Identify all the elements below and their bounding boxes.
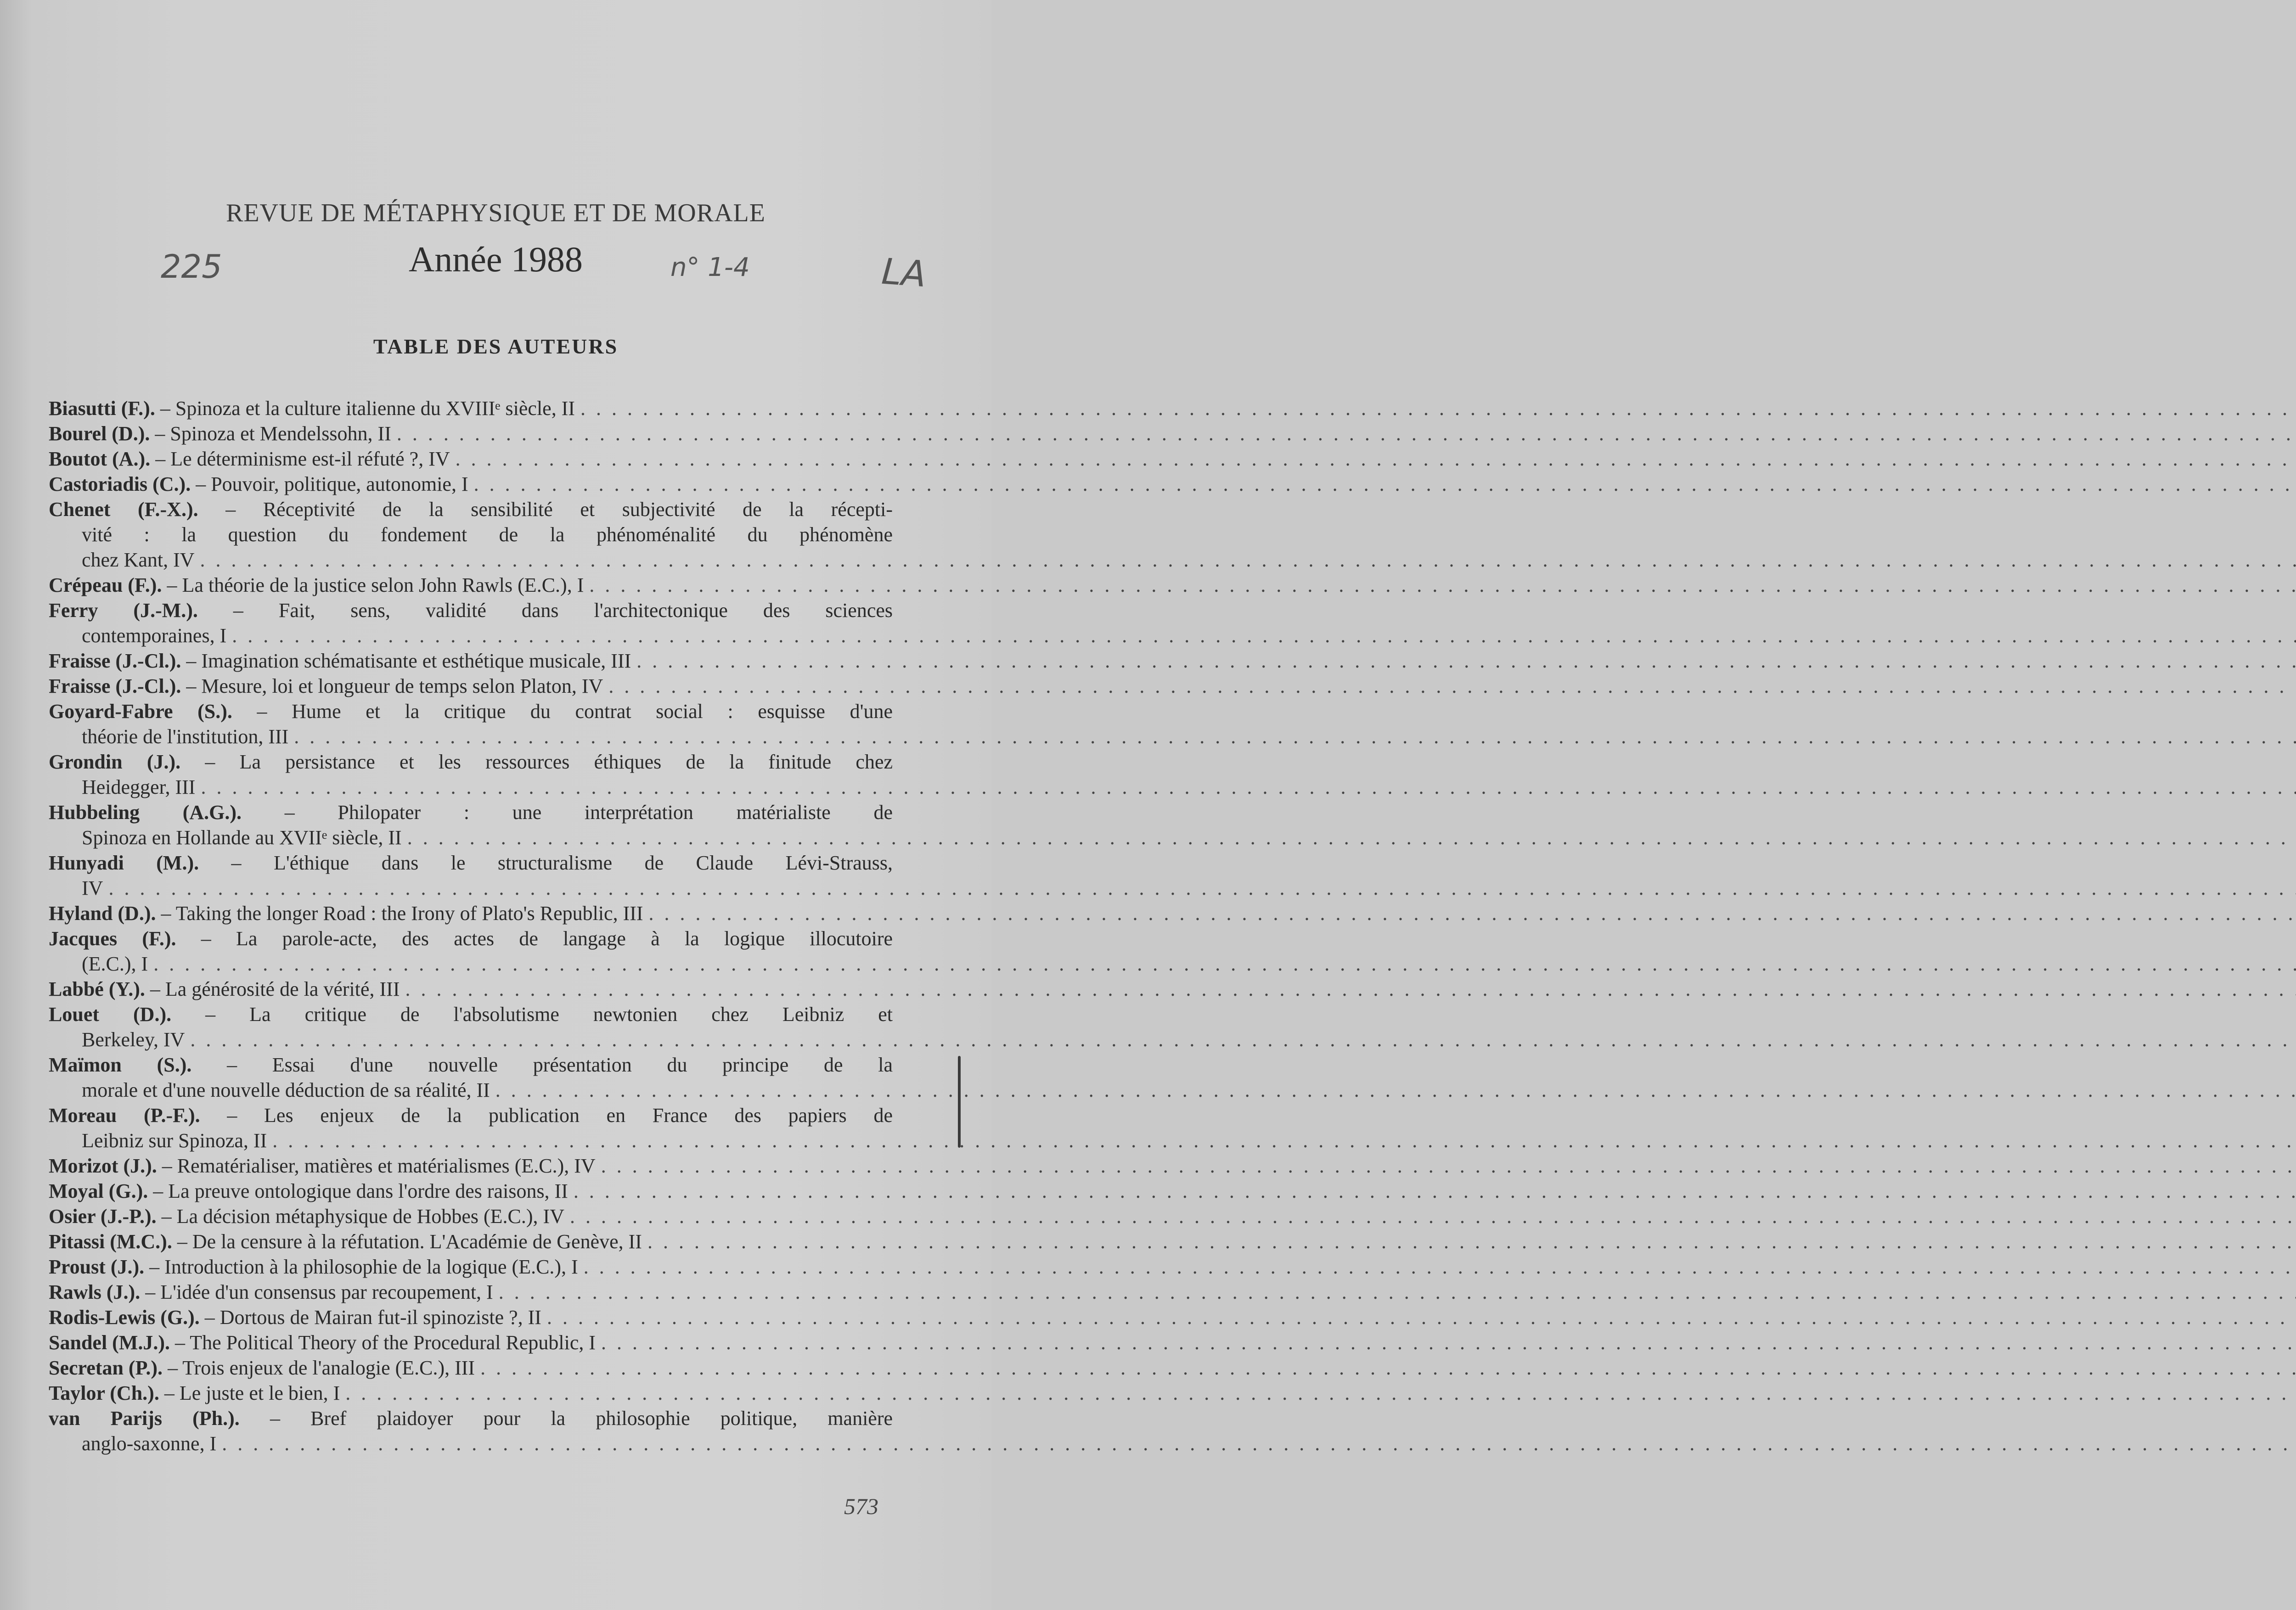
index-entry — [49, 598, 893, 648]
index-entry — [49, 673, 893, 699]
index-entry — [49, 1052, 893, 1103]
entry-title: – Mesure, loi et longueur de temps selon Platon, IV — [186, 675, 603, 697]
entry-title: – Rematérialiser, matières et matérialismes (E.C.), IV — [162, 1155, 596, 1177]
entry-title: – Le juste et le bien, I — [164, 1382, 340, 1404]
entry-title: – La persistance et les ressources éthiques de la finitude chez — [205, 751, 893, 773]
dot-leader — [601, 1153, 2296, 1178]
entry-author: Hyland (D.). — [49, 902, 156, 925]
index-entry — [49, 446, 893, 471]
dot-leader — [584, 1254, 2296, 1279]
entry-author: Secretan (P.). — [49, 1357, 163, 1379]
dot-leader — [190, 1027, 2296, 1052]
index-entry — [49, 1178, 893, 1204]
dot-leader — [456, 446, 2296, 471]
dot-leader — [570, 1204, 2296, 1229]
dot-leader — [345, 1380, 2296, 1406]
entry-title: – La décision métaphysique de Hobbes (E.C.), IV — [161, 1205, 564, 1228]
entry-author: Morizot (J.). — [49, 1155, 157, 1177]
dot-leader — [232, 623, 2296, 648]
margin-pencil-mark — [958, 1056, 961, 1148]
entry-title-continued: Berkeley, IV — [82, 1028, 185, 1051]
index-entry — [49, 901, 893, 926]
dot-leader — [636, 648, 2296, 673]
table-heading: TABLE DES AUTEURS — [373, 335, 619, 358]
entry-author: Labbé (Y.). — [49, 978, 145, 1000]
entry-title: – Les enjeux de la publication en France des papiers de — [227, 1104, 893, 1127]
index-entry — [49, 1330, 893, 1355]
index-entry — [49, 1153, 893, 1178]
handwritten-note-left: 225 — [161, 248, 222, 286]
index-entry — [49, 1002, 893, 1052]
entry-title: – La parole-acte, des actes de langage à la logique illocutoire — [201, 927, 893, 950]
dot-leader — [153, 951, 2296, 976]
entry-title: – Essai d'une nouvelle présentation du principe de la — [227, 1054, 893, 1076]
entry-title: – Fait, sens, validité dans l'architectonique des sciences — [233, 599, 893, 622]
index-entry — [49, 1254, 893, 1279]
entry-title: – Introduction à la philosophie de la logique (E.C.), I — [149, 1256, 578, 1278]
index-entry — [49, 800, 893, 850]
entry-author: Fraisse (J.-Cl.). — [49, 675, 181, 697]
dot-leader — [201, 774, 2296, 800]
entry-title: – Dortous de Mairan fut-il spinoziste ?, II — [204, 1306, 541, 1329]
index-entry — [49, 1305, 893, 1330]
entry-author: Crépeau (F.). — [49, 574, 162, 596]
dot-leader — [474, 471, 2296, 497]
entry-author: Hubbeling (A.G.). — [49, 801, 242, 824]
dot-leader — [200, 547, 2296, 572]
dot-leader — [589, 572, 2296, 598]
entry-title-continued: Leibniz sur Spinoza, II — [82, 1129, 267, 1152]
dot-leader — [574, 1178, 2296, 1204]
dot-leader — [397, 421, 2296, 446]
entry-title: – La critique de l'absolutisme newtonien chez Leibniz et — [205, 1003, 893, 1026]
entry-author: Moreau (P.-F.). — [49, 1104, 200, 1127]
entry-title: – Trois enjeux de l'analogie (E.C.), III — [168, 1357, 475, 1379]
entry-author: Rodis-Lewis (G.). — [49, 1306, 200, 1329]
entry-title: – Spinoza et la culture italienne du XVIIIᵉ siècle, II — [160, 397, 575, 420]
entry-author: Rawls (J.). — [49, 1281, 141, 1303]
entry-author: Ferry (J.-M.). — [49, 599, 198, 622]
dot-leader — [222, 1431, 2296, 1456]
entry-title-continued: vité : la question du fondement de la phénoménalité du phénomène — [82, 523, 893, 546]
entry-title-continued: anglo-saxonne, I — [82, 1432, 217, 1455]
dot-leader — [407, 825, 2296, 850]
entry-author: Sandel (M.J.). — [49, 1331, 170, 1354]
entry-author: Maïmon (S.). — [49, 1054, 192, 1076]
index-entry — [49, 850, 893, 901]
handwritten-note-right: LA — [880, 251, 928, 296]
dot-leader — [480, 1355, 2296, 1380]
entry-author: Osier (J.-P.). — [49, 1205, 157, 1228]
index-entry — [49, 648, 893, 673]
entry-title-continued: Heidegger, III — [82, 776, 196, 798]
handwritten-note-mid: n° 1-4 — [670, 252, 750, 282]
entry-title: – Imagination schématisante et esthétique musicale, III — [186, 650, 631, 672]
entry-author: Louet (D.). — [49, 1003, 172, 1026]
entry-title: – De la censure à la réfutation. L'Académie de Genève, II — [177, 1230, 642, 1253]
entry-title: – The Political Theory of the Procedural Republic, I — [175, 1331, 596, 1354]
journal-title: REVUE DE MÉTAPHYSIQUE ET DE MORALE — [226, 199, 765, 227]
index-entry — [49, 749, 893, 800]
document-page — [0, 0, 991, 1610]
entry-author: van Parijs (Ph.). — [49, 1407, 240, 1430]
dot-leader — [499, 1279, 2296, 1305]
entry-title-continued: morale et d'une nouvelle déduction de sa réalité, II — [82, 1079, 490, 1101]
entry-author: Fraisse (J.-Cl.). — [49, 650, 181, 672]
page-number: 573 — [844, 1493, 878, 1519]
entry-title: – Bref plaidoyer pour la philosophie politique, manière — [270, 1407, 893, 1430]
dot-leader — [580, 396, 2296, 421]
dot-leader — [649, 901, 2296, 926]
entry-title-continued: théorie de l'institution, III — [82, 725, 289, 748]
dot-leader — [272, 1128, 2296, 1153]
entry-title: – Philopater : une interprétation matérialiste de — [284, 801, 893, 824]
index-entry — [49, 1355, 893, 1380]
entry-title: – La théorie de la justice selon John Rawls (E.C.), I — [167, 574, 584, 596]
entry-title: – Le déterminisme est-il réfuté ?, IV — [155, 448, 450, 470]
index-entry — [49, 1103, 893, 1153]
entry-author: Moyal (G.). — [49, 1180, 148, 1202]
dot-leader — [608, 673, 2296, 699]
index-entry — [49, 1406, 893, 1456]
entry-title-continued: Spinoza en Hollande au XVIIᵉ siècle, II — [82, 826, 402, 849]
entry-author: Goyard-Fabre (S.). — [49, 700, 232, 723]
author-index-list — [49, 396, 893, 1456]
index-entry — [49, 471, 893, 497]
entry-title-continued: IV — [82, 877, 103, 899]
index-entry — [49, 572, 893, 598]
entry-author: Pitassi (M.C.). — [49, 1230, 172, 1253]
entry-title-continued: chez Kant, IV — [82, 549, 195, 571]
entry-author: Bourel (D.). — [49, 422, 150, 445]
entry-title: – Spinoza et Mendelssohn, II — [155, 422, 391, 445]
index-entry — [49, 1380, 893, 1406]
dot-leader — [294, 724, 2296, 749]
index-entry — [49, 1204, 893, 1229]
year-heading: Année 1988 — [408, 239, 583, 279]
entry-author: Grondin (J.). — [49, 751, 181, 773]
index-entry — [49, 421, 893, 446]
index-entry — [49, 976, 893, 1002]
entry-title: – La preuve ontologique dans l'ordre des raisons, II — [153, 1180, 568, 1202]
entry-title: – L'idée d'un consensus par recoupement, I — [145, 1281, 493, 1303]
index-entry — [49, 497, 893, 572]
entry-author: Proust (J.). — [49, 1256, 145, 1278]
dot-leader — [547, 1305, 2296, 1330]
entry-title: – Réceptivité de la sensibilité et subjectivité de la récepti- — [225, 498, 893, 521]
index-entry — [49, 396, 893, 421]
dot-leader — [108, 875, 2296, 901]
entry-author: Biasutti (F.). — [49, 397, 155, 420]
entry-author: Hunyadi (M.). — [49, 852, 199, 874]
entry-title-continued: contemporaines, I — [82, 624, 227, 647]
entry-title: – Taking the longer Road : the Irony of Plato's Republic, III — [161, 902, 643, 925]
entry-title: – L'éthique dans le structuralisme de Claude Lévi-Strauss, — [231, 852, 893, 874]
dot-leader — [647, 1229, 2296, 1254]
index-entry — [49, 699, 893, 749]
entry-author: Taylor (Ch.). — [49, 1382, 159, 1404]
dot-leader — [495, 1077, 2296, 1103]
index-entry — [49, 1279, 893, 1305]
entry-title: – Hume et la critique du contrat social : esquisse d'une — [257, 700, 893, 723]
index-entry — [49, 926, 893, 976]
entry-title-continued: (E.C.), I — [82, 953, 148, 975]
entry-title: – Pouvoir, politique, autonomie, I — [196, 473, 468, 495]
entry-author: Chenet (F.-X.). — [49, 498, 198, 521]
entry-author: Boutot (A.). — [49, 448, 151, 470]
dot-leader — [601, 1330, 2296, 1355]
dot-leader — [405, 976, 2296, 1002]
index-entry — [49, 1229, 893, 1254]
entry-title: – La générosité de la vérité, III — [150, 978, 400, 1000]
entry-author: Castoriadis (C.). — [49, 473, 191, 495]
entry-author: Jacques (F.). — [49, 927, 176, 950]
